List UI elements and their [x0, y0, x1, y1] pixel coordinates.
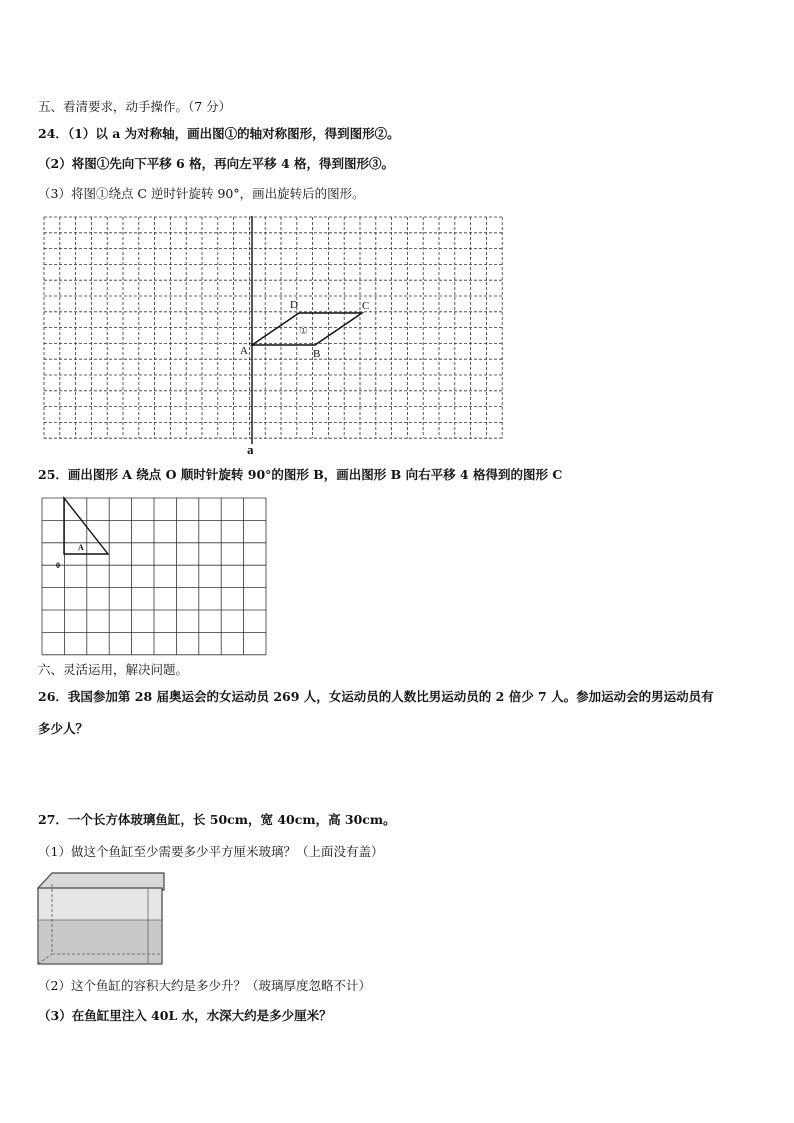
- section5-heading: 五、看清要求，动手操作。（7 分）: [38, 99, 232, 114]
- axis-label-a: a: [247, 442, 254, 457]
- shape-label-1: ①: [299, 326, 308, 337]
- point-label-b: B: [313, 348, 321, 360]
- fish-tank-water: [39, 920, 161, 963]
- section6-heading: 六、灵活运用，解决问题。: [38, 662, 189, 677]
- shape-label-a: A: [78, 543, 84, 552]
- question-24-part2: （2）将图①先向下平移 6 格，再向左平移 4 格，得到图形③。: [38, 156, 395, 171]
- grid-25-lines: [42, 498, 266, 655]
- fish-tank-image: [36, 870, 166, 966]
- question-26-line2: 多少人？: [38, 721, 89, 736]
- grid-24-lines: [44, 217, 502, 438]
- question-26-line1: 26．我国参加第 28 届奥运会的女运动员 269 人，女运动员的人数比男运动员的 2 倍少 7 人。参加运动会的男运动员有: [38, 689, 714, 704]
- point-label-a: A: [240, 345, 248, 357]
- question-27-part1: （1）做这个鱼缸至少需要多少平方厘米玻璃？（上面没有盖）: [38, 844, 384, 859]
- question-24-part1: 24．（1）以 a 为对称轴，画出图①的轴对称图形，得到图形②。: [38, 126, 400, 141]
- question-27: 27．一个长方体玻璃鱼缸，长 50cm，宽 40cm，高 30cm。: [38, 812, 396, 827]
- origin-label-o: 0: [56, 561, 60, 570]
- grid-24: [42, 212, 512, 457]
- point-label-c: C: [362, 300, 370, 312]
- point-label-d: D: [290, 299, 298, 311]
- triangle-a: [64, 498, 108, 554]
- question-27-part2: （2）这个鱼缸的容积大约是多少升？（玻璃厚度忽略不计）: [38, 978, 371, 993]
- question-24-part3: （3）将图①绕点 C 逆时针旋转 90°，画出旋转后的图形。: [38, 186, 365, 201]
- question-27-part3: （3）在鱼缸里注入 40L 水，水深大约是多少厘米？: [38, 1008, 332, 1023]
- grid-25: [40, 492, 280, 662]
- question-25: 25．画出图形 A 绕点 O 顺时针旋转 90°的图形 B，画出图形 B 向右平移 4 格得到的图形 C: [38, 467, 563, 482]
